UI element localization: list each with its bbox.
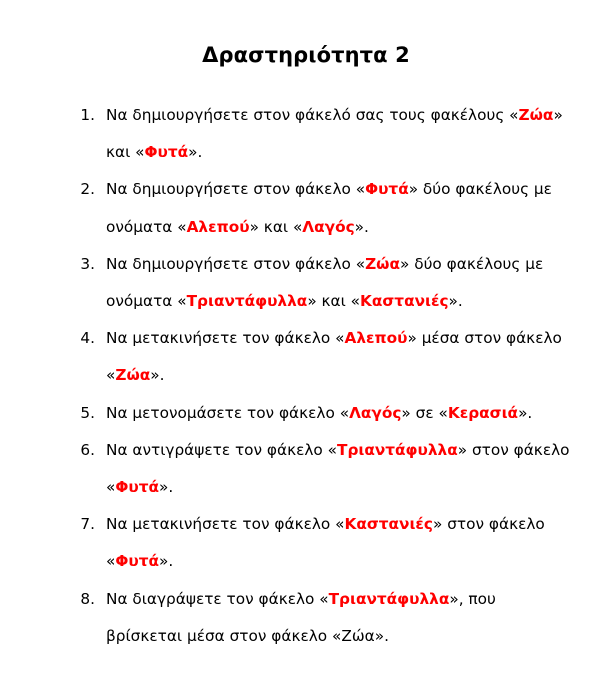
folder-name: Τριαντάφυλλα xyxy=(337,440,458,459)
quote-mark: » xyxy=(400,254,410,273)
quote-mark: « xyxy=(355,254,366,273)
list-item xyxy=(75,432,576,506)
quote-mark: » xyxy=(354,217,365,236)
text-run: Να αντιγράψετε τον φάκελο xyxy=(106,440,328,459)
list-item-number: 4. xyxy=(80,329,95,348)
list-item-text xyxy=(106,97,576,171)
quote-mark: » xyxy=(158,552,169,571)
list-item xyxy=(75,320,576,394)
quote-mark: « xyxy=(135,143,145,162)
quote-mark: « xyxy=(438,403,448,422)
list-item-text xyxy=(106,246,576,320)
folder-name: Φυτά xyxy=(144,143,189,162)
text-run: μέσα στον φάκελο xyxy=(416,329,562,348)
quote-mark: » xyxy=(401,403,411,422)
list-item-number: 3. xyxy=(80,254,95,273)
list-item-text xyxy=(106,171,576,245)
text-run: . xyxy=(364,217,369,236)
quote-mark: « xyxy=(292,217,303,236)
quote-mark: « xyxy=(335,329,345,348)
folder-name: Αλεπού xyxy=(344,329,408,348)
list-item-number: 8. xyxy=(80,589,95,608)
quote-mark: » xyxy=(449,589,459,608)
list-item-text xyxy=(106,432,576,506)
quote-mark: » xyxy=(518,403,528,422)
quote-mark: » xyxy=(150,366,160,385)
text-run: Να διαγράψετε τον φάκελο xyxy=(106,589,320,608)
list-item-text xyxy=(106,581,576,655)
folder-name: Ζώα xyxy=(115,366,151,385)
folder-name: Φυτά xyxy=(115,478,159,497)
quote-mark: « xyxy=(327,440,338,459)
quote-mark: » xyxy=(307,292,317,311)
text-run: . xyxy=(457,292,463,311)
quote-mark: » xyxy=(158,478,169,497)
list-item-number: 5. xyxy=(80,403,95,422)
folder-name: Ζώα xyxy=(518,106,554,124)
quote-mark: « xyxy=(177,292,187,311)
list-item xyxy=(75,171,576,245)
text-run: . xyxy=(168,478,174,497)
list-item-text xyxy=(106,395,576,432)
folder-name: Κερασιά xyxy=(447,403,519,422)
list-item xyxy=(75,581,576,655)
quote-mark: » xyxy=(188,143,198,162)
text-run: . xyxy=(384,626,389,645)
quote-mark: » xyxy=(408,180,419,199)
quote-mark: » xyxy=(249,217,259,236)
quote-mark: « xyxy=(106,552,116,571)
folder-name: Ζώα xyxy=(365,254,400,273)
folder-name: Τριαντάφυλλα xyxy=(186,292,308,311)
text-run: δύο φακέλους με ονόματα xyxy=(106,254,544,311)
quote-mark: » xyxy=(433,515,443,534)
quote-mark: « xyxy=(355,180,366,199)
text-run: Να δημιουργήσετε στον φάκελο xyxy=(106,254,356,273)
folder-name: Αλεπού xyxy=(186,217,250,236)
text-run: και xyxy=(316,292,351,311)
text-run: «Ζώα» xyxy=(332,626,385,645)
list-item xyxy=(75,97,576,171)
list-item xyxy=(75,246,576,320)
folder-name: Καστανιές xyxy=(360,292,449,311)
list-item xyxy=(75,395,576,432)
quote-mark: » xyxy=(448,292,458,311)
quote-mark: « xyxy=(509,106,519,124)
text-run: Να μετονομάσετε τον φάκελο xyxy=(106,403,340,422)
quote-mark: » xyxy=(407,329,417,348)
list-item-number: 6. xyxy=(80,440,95,459)
list-item-number: 2. xyxy=(80,180,95,199)
text-run: Να δημιουργήσετε στον φάκελό σας τους φακέλους xyxy=(106,106,510,124)
folder-name: Λαγός xyxy=(302,217,355,236)
quote-mark: » xyxy=(553,106,563,124)
quote-mark: « xyxy=(350,292,361,311)
folder-name: Τριαντάφυλλα xyxy=(328,589,450,608)
text-run: , που βρίσκεται μέσα στον φάκελο xyxy=(106,589,496,645)
quote-mark: « xyxy=(319,589,329,608)
text-run: . xyxy=(168,552,174,571)
list-item xyxy=(75,506,576,580)
folder-name: Φυτά xyxy=(115,552,159,571)
text-run: Να μετακινήσετε τον φάκελο xyxy=(106,515,336,534)
list-item-text xyxy=(106,506,576,580)
text-run: . xyxy=(527,403,533,422)
list-item-text xyxy=(106,320,576,394)
folder-name: Καστανιές xyxy=(344,515,433,534)
quote-mark: « xyxy=(106,366,116,385)
text-run: στον φάκελο xyxy=(467,440,570,459)
list-item-number: 7. xyxy=(80,515,95,534)
text-run: . xyxy=(159,366,165,385)
text-run: Να μετακινήσετε τον φάκελο xyxy=(106,329,336,348)
text-run: δύο φακέλους με ονόματα xyxy=(106,180,552,236)
quote-mark: « xyxy=(106,478,116,497)
page-title: Δραστηριότητα 2 xyxy=(202,43,410,67)
list-item-number: 1. xyxy=(80,106,95,124)
quote-mark: » xyxy=(457,440,468,459)
quote-mark: « xyxy=(177,217,187,236)
folder-name: Λαγός xyxy=(349,403,402,422)
folder-name: Φυτά xyxy=(365,180,409,199)
quote-mark: « xyxy=(339,403,350,422)
text-run: σε xyxy=(410,403,439,422)
text-run: στον φάκελο xyxy=(442,515,545,534)
task-list xyxy=(0,69,612,655)
text-run: και xyxy=(258,217,293,236)
quote-mark: « xyxy=(335,515,345,534)
text-run: Να δημιουργήσετε στον φάκελο xyxy=(106,180,356,199)
text-run: και xyxy=(106,143,136,162)
text-run: . xyxy=(197,143,203,162)
